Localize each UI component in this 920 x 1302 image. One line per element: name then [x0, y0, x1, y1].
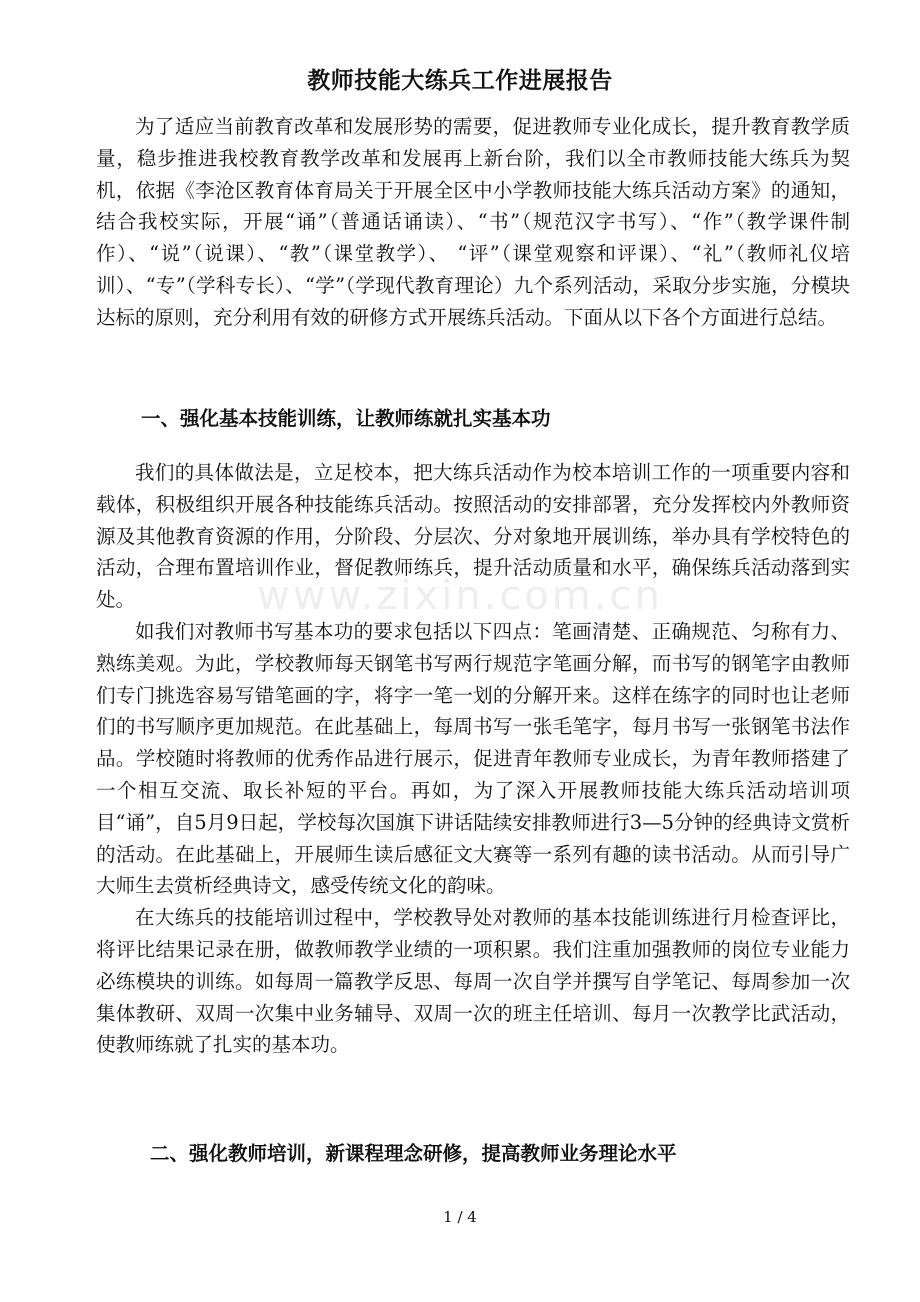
section-heading-1: 一、强化基本技能训练，让教师练就扎实基本功	[141, 407, 551, 430]
intro-paragraph: 为了适应当前教育改革和发展形势的需要，促进教师专业化成长，提升教育教学质量，稳步推进我校教育教学改革和发展再上新台阶，我们以全市教师技能大练兵为契机，依据《李沧区教育体育局关于开展全区中小学教师技能大练兵活动方案》的通知，结合我校实际，开展“诵”（普通话诵读）、“书”（规范汉字书写）、“作”（教学课件制作）、“说”（说课）、“教”（课堂教学）、 “评”（课堂观察和评课）、“礼”（教师礼仪培训）、“专”（学科专长）、“学”（学现代教育理论）九个系列活动，采取分步实施，分模块达标的原则，充分利用有效的研修方式开展练兵活动。下面从以下各个方面进行总结。	[96, 115, 850, 329]
paragraph: 如我们对教师书写基本功的要求包括以下四点：笔画清楚、正确规范、匀称有力、熟练美观。为此，学校教师每天钢笔书写两行规范字笔画分解，而书写的钢笔字由教师们专门挑选容易写错笔画的字，将字一笔一划的分解开来。这样在练字的同时也让老师们的书写顺序更加规范。在此基础上，每周书写一张毛笔字，每月书写一张钢笔书法作品。学校随时将教师的优秀作品进行展示，促进青年教师专业成长，为青年教师搭建了一个相互交流、取长补短的平台。再如，为了深入开展教师技能大练兵活动培训项目“诵”，自5月9日起，学校每次国旗下讲话陆续安排教师进行3—5分钟的经典诗文赏析的活动。在此基础上，开展师生读后感征文大赛等一系列有趣的读书活动。从而引导广大师生去赏析经典诗文，感受传统文化的韵味。	[96, 619, 850, 898]
watermark: www.zixin.com.cn	[257, 573, 663, 619]
document-title: 教师技能大练兵工作进展报告	[307, 68, 613, 94]
page-number: 1 / 4	[443, 1208, 477, 1226]
intro-block	[96, 111, 850, 334]
paragraph: 在大练兵的技能培训过程中，学校教导处对教师的基本技能训练进行月检查评比，将评比结果记录在册，做教师教学业绩的一项积累。我们注重加强教师的岗位专业能力必练模块的训练。如每周一篇教学反思、每周一次自学并撰写自学笔记、每周参加一次集体教研、双周一次集中业务辅导、双周一次的班主任培训、每月一次教学比武活动，使教师练就了扎实的基本功。	[96, 906, 850, 1057]
section-heading-2: 二、强化教师培训，新课程理念研修，提高教师业务理论水平	[150, 1142, 677, 1165]
section-1-body-a	[96, 457, 850, 1061]
paragraph: 我们的具体做法是，立足校本，把大练兵活动作为校本培训工作的一项重要内容和载体，积极组织开展各种技能练兵活动。按照活动的安排部署，充分发挥校内外教师资源及其他教育资源的作用，分阶段、分层次、分对象地开展训练，举办具有学校特色的活动，合理布置培训作业，督促教师练兵，提升活动质量和水平，确保练兵活动落到实处。	[96, 461, 850, 612]
